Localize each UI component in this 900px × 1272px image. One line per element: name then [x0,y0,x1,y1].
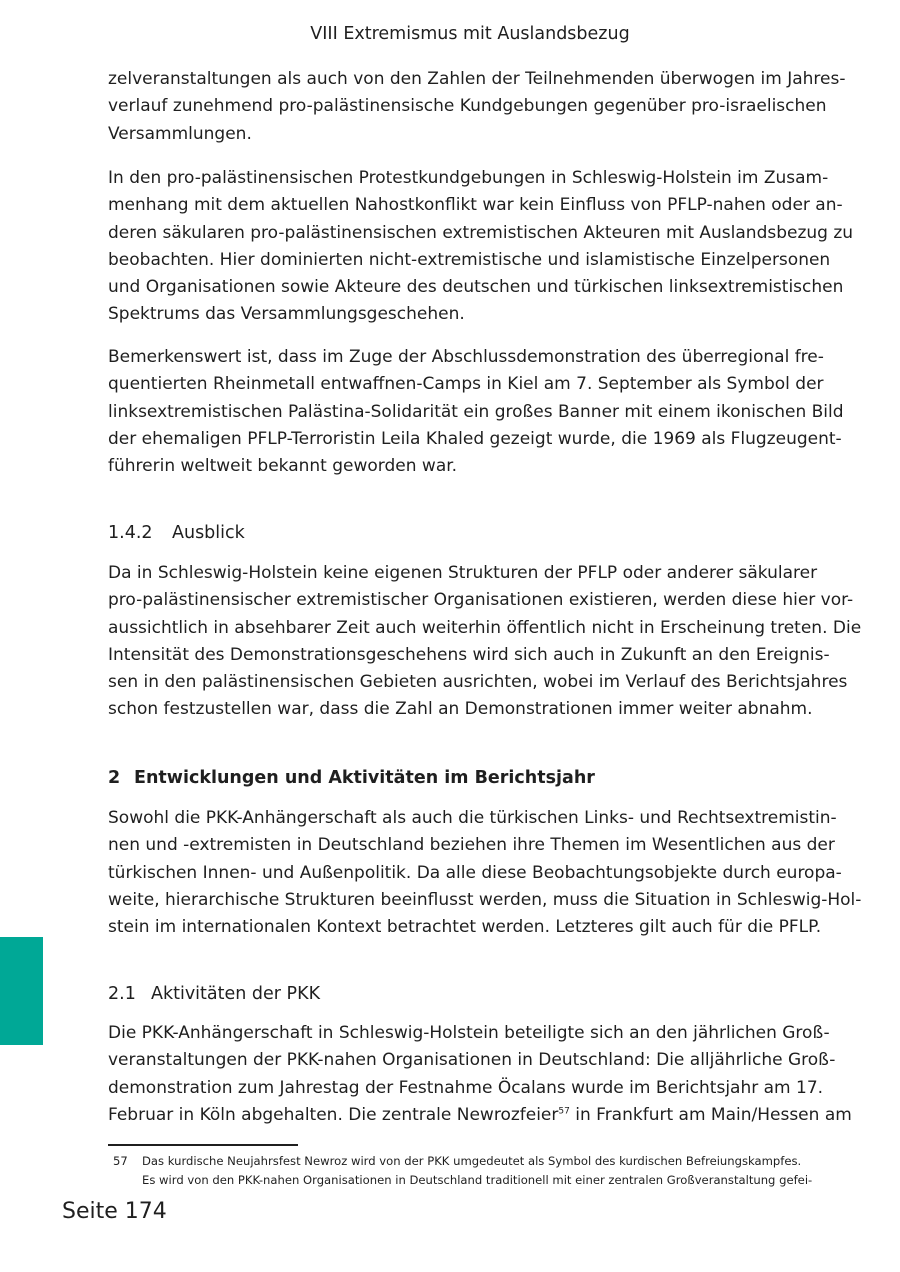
section-heading-2 [108,765,595,792]
text-fragment: in Frankfurt am Main/Hessen am [569,1104,852,1125]
text-line: nen und -extremisten in Deutschland beziehen ihre Themen im Wesentlichen aus der [108,835,835,856]
text-line: aussichtlich in absehbarer Zeit auch weiterhin öffentlich nicht in Erscheinung treten. Die [108,617,862,638]
text-line: Bemerkenswert ist, dass im Zuge der Abschlussdemonstration des überregional fre- [108,347,824,367]
text-line: In den pro-palästinensischen Protestkundgebungen in Schleswig-Holstein im Zusam- [108,168,829,188]
text-line [108,1102,852,1129]
section-number: 1.4.2 [108,523,153,543]
text-line: der ehemaligen PFLP-Terroristin Leila Khaled gezeigt wurde, die 1969 als Flugzeugent- [108,428,842,449]
footnote-line: Das kurdische Neujahrsfest Newroz wird von der PKK umgedeutet als Symbol des kurdischen Befreiungskampfes. [142,1154,802,1168]
text-line: linksextremistischen Palästina-Solidarität ein großes Banner mit einem ikonischen Bild [108,401,844,422]
text-line: stein im internationalen Kontext betrachtet werden. Letzteres gilt auch für die PFLP. [108,917,822,938]
paragraph-6 [108,1020,852,1129]
text-line: quentierten Rheinmetall entwaffnen-Camps in Kiel am 7. September als Symbol der [108,374,824,395]
text-line: Da in Schleswig-Holstein keine eigenen Strukturen der PFLP oder anderer säkularer [108,563,818,583]
footnote-line: Es wird von den PKK-nahen Organisationen in Deutschland traditionell mit einer zentralen Großveranstaltung gefei- [142,1173,813,1187]
section-number: 2 [108,768,121,788]
paragraph-2 [108,165,854,329]
paragraph-5 [108,805,862,941]
text-line: Spektrums das Versammlungsgeschehen. [108,304,465,325]
section-heading-1-4-2 [108,520,245,547]
text-line: führerin weltweit bekannt geworden war. [108,456,458,477]
footnote-divider [108,1144,298,1146]
section-number: 2.1 [108,984,136,1004]
page-number: Seite 174 [62,1199,167,1224]
text-line: deren säkularen pro-palästinensischen extremistischen Akteuren mit Auslandsbezug zu [108,222,854,243]
paragraph-1 [108,66,846,148]
text-line: türkischen Innen- und Außenpolitik. Da alle diese Beobachtungsobjekte durch europa- [108,862,842,883]
text-line: und Organisationen sowie Akteure des deutschen und türkischen linksextremistischen [108,277,844,298]
text-line: Die PKK-Anhängerschaft in Schleswig-Holstein beteiligte sich an den jährlichen Groß- [108,1023,830,1043]
text-line: menhang mit dem aktuellen Nahostkonflikt war kein Einfluss von PFLP-nahen oder an- [108,195,843,216]
text-fragment: Februar in Köln abgehalten. Die zentrale Newrozfeier [108,1104,559,1125]
text-line: veranstaltungen der PKK-nahen Organisationen in Deutschland: Die alljährliche Groß- [108,1050,836,1071]
page-header: VIII Extremismus mit Auslandsbezug [310,24,630,44]
text-line: Versammlungen. [108,123,252,144]
text-line: beobachten. Hier dominierten nicht-extremistische und islamistische Einzelpersonen [108,249,831,270]
section-title: Aktivitäten der PKK [151,984,321,1004]
section-title: Entwicklungen und Aktivitäten im Berichtsjahr [134,768,595,788]
text-line: Intensität des Demonstrationsgeschehens wird sich auch in Zukunft an den Ereignis- [108,644,830,665]
text-line: demonstration zum Jahrestag der Festnahme Öcalans wurde im Berichtsjahr am 17. [108,1077,824,1098]
chapter-tab-marker [0,937,43,1045]
text-line: verlauf zunehmend pro-palästinensische Kundgebungen gegenüber pro-israelischen [108,96,827,117]
text-line: zelveranstaltungen als auch von den Zahlen der Teilnehmenden überwogen im Jahres- [108,69,846,89]
section-title: Ausblick [172,523,245,543]
text-line: schon festzustellen war, dass die Zahl an Demonstrationen immer weiter abnahm. [108,699,813,720]
footnote-number: 57 [113,1154,128,1168]
paragraph-4 [108,560,862,724]
paragraph-3 [108,344,844,480]
text-line: weite, hierarchische Strukturen beeinflusst werden, muss die Situation in Schleswig-Hol- [108,889,862,910]
section-heading-2-1 [108,981,320,1008]
footnote-reference[interactable]: 57 [558,1106,570,1117]
text-line: sen in den palästinensischen Gebieten ausrichten, wobei im Verlauf des Berichtsjahres [108,672,848,693]
text-line: Sowohl die PKK-Anhängerschaft als auch die türkischen Links- und Rechtsextremistin- [108,808,837,828]
text-line: pro-palästinensischer extremistischer Organisationen existieren, werden diese hier vor- [108,590,854,611]
